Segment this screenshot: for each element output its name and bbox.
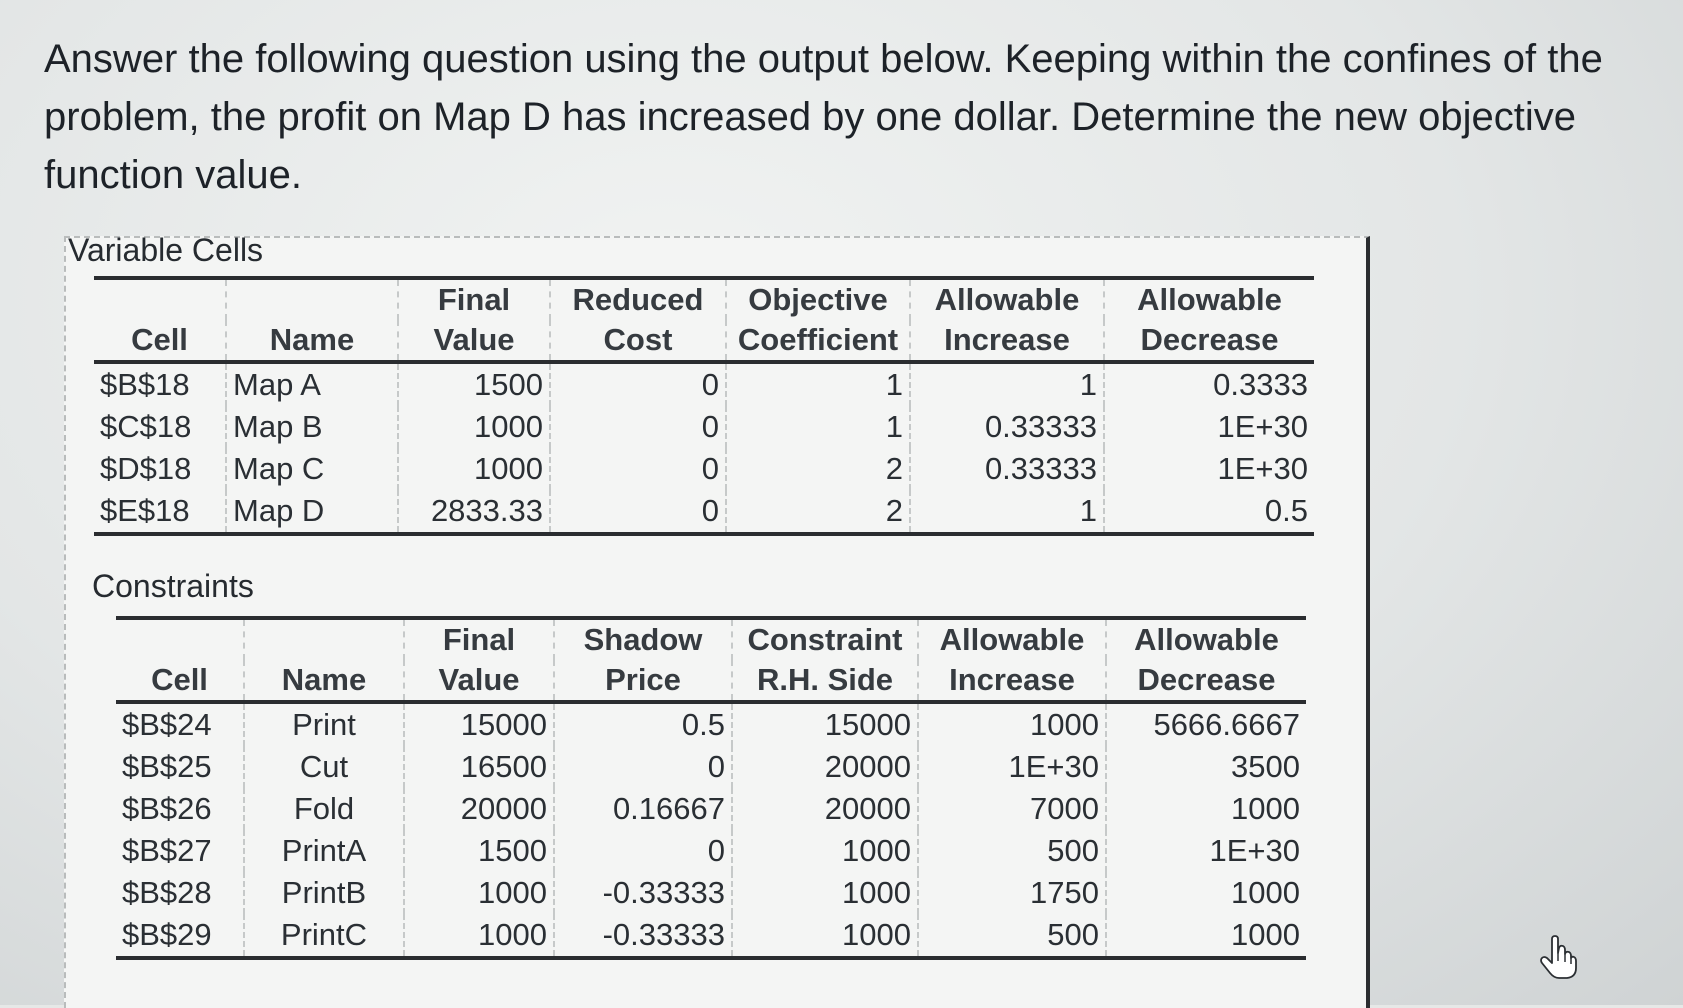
header-allowable-decrease: Allowable [1106,618,1306,660]
cell-address: $B$29 [116,914,244,958]
header-cell: Cell [94,320,226,362]
header-constraint-rhs: Constraint [732,618,918,660]
cell-name: Map C [226,448,398,490]
header-name-top [244,618,404,660]
header-shadow-price-2: Price [554,660,732,702]
constraint-rhs: 1000 [732,872,918,914]
cell-name: Print [244,702,404,746]
cell-name: PrintA [244,830,404,872]
header-allowable-increase: Allowable [918,618,1106,660]
constraint-rhs: 20000 [732,788,918,830]
allowable-decrease: 1E+30 [1106,830,1306,872]
cell-name: PrintB [244,872,404,914]
cell-address: $B$18 [100,367,190,402]
sensitivity-report [64,232,1370,1008]
cell-name: Fold [244,788,404,830]
cell-address: $C$18 [100,409,192,444]
allowable-decrease: 5666.6667 [1106,702,1306,746]
header-allowable-increase-2: Increase [910,320,1104,362]
final-value: 20000 [404,788,554,830]
header-allowable-decrease-2: Decrease [1106,660,1306,702]
cell-name: Cut [244,746,404,788]
cell-address: $B$26 [122,791,212,826]
header-shadow-price: Shadow [554,618,732,660]
allowable-increase: 1E+30 [918,746,1106,788]
header-allowable-increase: Allowable [910,278,1104,320]
shadow-price: 0 [554,830,732,872]
constraint-rhs: 1000 [732,830,918,872]
header-allowable-decrease-2: Decrease [1104,320,1314,362]
allowable-decrease: 3500 [1106,746,1306,788]
table-row [94,406,1314,448]
allowable-increase: 1000 [918,702,1106,746]
objective-coefficient: 2 [726,490,910,534]
header-objective-coefficient: Objective [726,278,910,320]
header-cell: Cell [116,660,244,702]
allowable-decrease: 1000 [1106,788,1306,830]
header-final-value-2: Value [398,320,550,362]
allowable-decrease: 1000 [1106,872,1306,914]
header-allowable-decrease: Allowable [1104,278,1314,320]
hand-pointer-icon [1538,935,1578,979]
allowable-decrease: 0.5 [1104,490,1314,534]
final-value: 1000 [398,406,550,448]
header-final-value-2: Value [404,660,554,702]
question-text: Answer the following question using the output below. Keeping within the confines of the problem, the profit on Map D has increased by one dollar. Determine the new objective function value. [44,37,1603,197]
constraint-rhs: 20000 [732,746,918,788]
allowable-increase: 1 [910,362,1104,406]
table-row [116,746,1306,788]
table-row [94,490,1314,534]
header-constraint-rhs-2: R.H. Side [732,660,918,702]
shadow-price: 0.5 [554,702,732,746]
cell-name: Map D [226,490,398,534]
reduced-cost: 0 [550,362,726,406]
allowable-increase: 1750 [918,872,1106,914]
constraint-rhs: 15000 [732,702,918,746]
reduced-cost: 0 [550,490,726,534]
variable-cells-title: Variable Cells [68,232,264,268]
table-row [94,362,1314,406]
final-value: 1500 [398,362,550,406]
cell-address: $B$28 [122,875,212,910]
shadow-price: 0 [554,746,732,788]
final-value: 16500 [404,746,554,788]
allowable-increase: 500 [918,914,1106,958]
header-cell-top [116,618,244,660]
header-final-value: Final [404,618,554,660]
cell-address: $B$25 [122,749,212,784]
allowable-increase: 7000 [918,788,1106,830]
header-cell-top [94,278,226,320]
cell-address: $B$24 [122,707,212,742]
final-value: 1500 [404,830,554,872]
allowable-decrease: 0.3333 [1104,362,1314,406]
cell-address: $B$27 [122,833,212,868]
header-name: Name [244,660,404,702]
allowable-decrease: 1E+30 [1104,448,1314,490]
cell-name: PrintC [244,914,404,958]
table-row [94,448,1314,490]
cell-address: $D$18 [100,451,192,486]
variable-cells-table [94,276,1314,536]
allowable-increase: 500 [918,830,1106,872]
allowable-increase: 0.33333 [910,406,1104,448]
table-row [116,872,1306,914]
table-row [116,788,1306,830]
allowable-increase: 0.33333 [910,448,1104,490]
shadow-price: -0.33333 [554,914,732,958]
table-row [116,702,1306,746]
shadow-price: -0.33333 [554,872,732,914]
reduced-cost: 0 [550,406,726,448]
objective-coefficient: 1 [726,362,910,406]
final-value: 15000 [404,702,554,746]
final-value: 1000 [404,914,554,958]
header-final-value: Final [398,278,550,320]
header-name-top [226,278,398,320]
allowable-decrease: 1E+30 [1104,406,1314,448]
constraints-title: Constraints [92,568,254,604]
constraint-rhs: 1000 [732,914,918,958]
header-reduced-cost: Reduced [550,278,726,320]
header-reduced-cost-2: Cost [550,320,726,362]
allowable-increase: 1 [910,490,1104,534]
final-value: 1000 [398,448,550,490]
reduced-cost: 0 [550,448,726,490]
objective-coefficient: 1 [726,406,910,448]
table-row [116,914,1306,958]
allowable-decrease: 1000 [1106,914,1306,958]
shadow-price: 0.16667 [554,788,732,830]
objective-coefficient: 2 [726,448,910,490]
header-objective-coefficient-2: Coefficient [726,320,910,362]
constraints-table [116,616,1306,960]
cell-name: Map B [226,406,398,448]
final-value: 2833.33 [398,490,550,534]
header-name: Name [226,320,398,362]
cell-address: $E$18 [94,490,226,534]
cell-name: Map A [226,362,398,406]
header-allowable-increase-2: Increase [918,660,1106,702]
final-value: 1000 [404,872,554,914]
table-row [116,830,1306,872]
